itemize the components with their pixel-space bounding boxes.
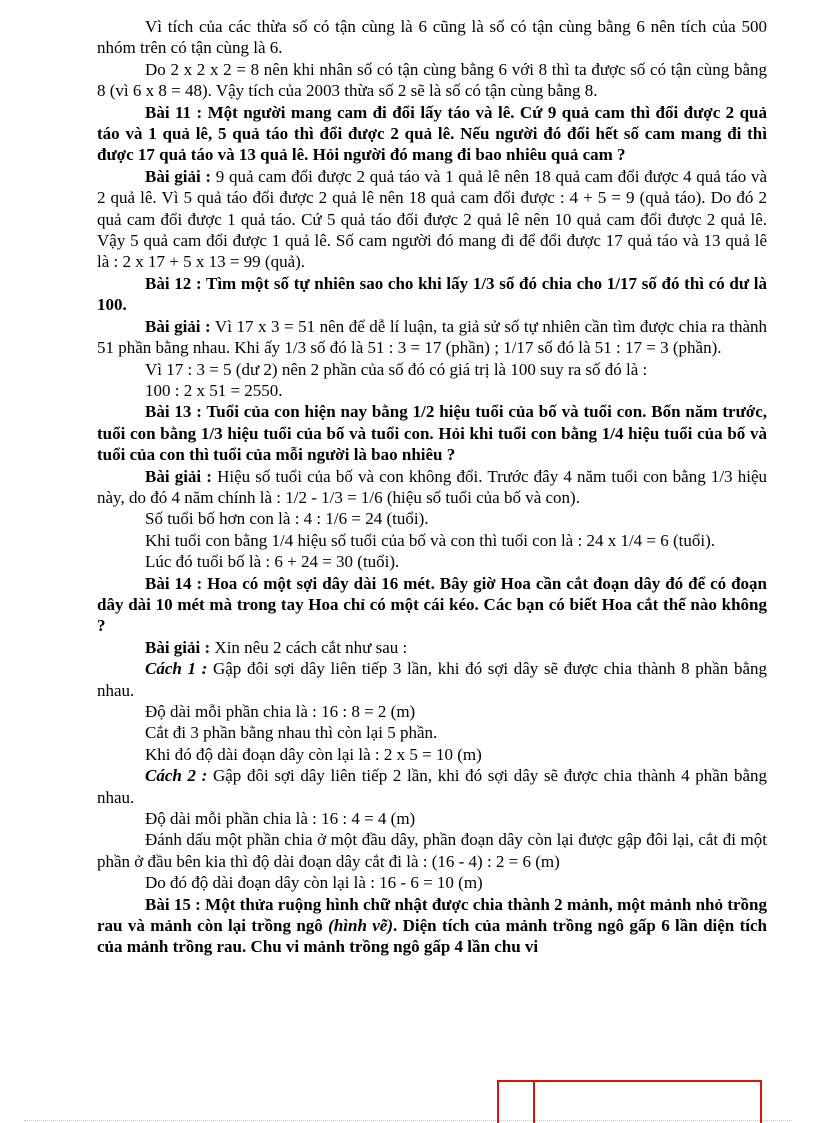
paragraph: [97, 59, 767, 102]
method-label: (hình vẽ): [328, 916, 394, 936]
paragraph: [97, 765, 767, 808]
paragraph: [97, 658, 767, 701]
text-run: Vì 17 x 3 = 51 nên để dễ lí luận, ta giả sử số tự nhiên cần tìm được chia ra thành 51 phần bằng nhau. Khi ấy 1/3 số đó là 51 : 3 = 17 (phần) ; 1/17 số đó là 51 : 17 = 3 (phần).: [97, 316, 768, 358]
paragraph: [97, 744, 767, 765]
paragraph: [97, 808, 767, 829]
method-label: Cách 2 :: [145, 766, 208, 786]
text-run: Vì 17 : 3 = 5 (dư 2) nên 2 phần của số đó có giá trị là 100 suy ra số đó là :: [145, 359, 648, 379]
document-body: [97, 16, 767, 958]
paragraph: [97, 637, 767, 658]
text-run: Gập đôi sợi dây liên tiếp 3 lần, khi đó sợi dây sẽ được chia thành 8 phần bằng nhau.: [97, 659, 767, 700]
problem-statement: [97, 401, 767, 465]
paragraph: [97, 551, 767, 572]
text-run: Đánh dấu một phần chia ở một đầu dây, phần đoạn dây còn lại được gập đôi lại, cắt đi một phần ở đầu bên kia thì độ dài đoạn dây cắt đi là : (16 - 4) : 2 = 6 (m): [97, 830, 767, 871]
text-run: Do đó độ dài đoạn dây còn lại là : 16 - 6 = 10 (m): [145, 873, 483, 893]
text-run: Lúc đó tuổi bố là : 6 + 24 = 30 (tuổi).: [145, 552, 400, 572]
text-run: Độ dài mỗi phần chia là : 16 : 8 = 2 (m): [145, 702, 416, 721]
paragraph: [97, 722, 767, 743]
paragraph: [97, 316, 767, 359]
text-run: Bài 14 : Hoa có một sợi dây dài 16 mét. Bây giờ Hoa cần cắt đoạn dây đó để có đoạn dây dài 10 mét mà trong tay Hoa chỉ có một cái kéo. Các bạn có biết Hoa cắt thế nào không ?: [97, 573, 767, 636]
problem-statement: [97, 894, 767, 958]
text-run: Bài 13 : Tuổi của con hiện nay bằng 1/2 hiệu tuổi của bố và tuổi con. Bốn năm trước, tuổi con bằng 1/3 hiệu tuổi của bố và tuổi con. Hỏi khi tuổi con bằng 1/4 hiệu tuổi của bố và tuổi của con thì tuổi của mỗi người là bao nhiêu ?: [97, 402, 767, 465]
text-run: Vì tích của các thừa số có tận cùng là 6 cũng là số có tận cùng bằng 6 nên tích của 500 nhóm trên có tận cùng là 6.: [97, 17, 767, 58]
problem-statement: [97, 273, 767, 316]
paragraph: [97, 16, 767, 59]
text-run: Do 2 x 2 x 2 = 8 nên khi nhân số có tận cùng bằng 6 với 8 thì ta được số có tận cùng bằng 8 (vì 6 x 8 = 48). Vậy tích của 2003 thừa số 2 sẽ là số có tận cùng bằng 8.: [97, 59, 767, 101]
text-run: Bài 15 : Một thửa ruộng hình chữ nhật được chia thành 2 mảnh, một mảnh nhỏ trồng rau và mảnh còn lại trồng ngô: [97, 894, 767, 936]
problem-statement: [97, 573, 767, 637]
problem-statement: [97, 102, 767, 166]
method-label: Cách 1 :: [145, 659, 208, 679]
rectangle-field-figure: [497, 1080, 762, 1123]
paragraph: [97, 359, 767, 380]
paragraph: [97, 380, 767, 401]
text-run: Khi tuổi con bằng 1/4 hiệu số tuổi của bố và con thì tuổi con là : 24 x 1/4 = 6 (tuổi).: [145, 530, 716, 550]
text-run: 9 quả cam đổi được 2 quả táo và 1 quả lê nên 18 quả cam đổi được 4 quả táo và 2 quả lê. Vì 5 quả táo đổi được 2 quả lê nên 18 quả cam đổi được : 4 + 5 = 9 (quả táo). Do đó 2 quả cam đổi được 1 quả táo. Cứ 5 quả táo đổi được 2 quả lê nên 10 quả cam đổi được 2 quả lê. Vậy 5 quả cam đổi được 1 quả lê. Số cam người đó mang đi để đổi được 17 quả táo và 13 quả lê là : 2 x 17 + 5 x 13 = 99 (quả).: [97, 166, 768, 272]
text-run: Gập đôi sợi dây liên tiếp 2 lần, khi đó sợi dây sẽ được chia thành 4 phần bằng nhau.: [97, 766, 767, 807]
paragraph: [97, 508, 767, 529]
paragraph: [97, 701, 767, 722]
text-run: Hiệu số tuổi của bố và con không đổi. Trước đây 4 năm tuổi con bằng 1/3 hiệu này, do đó 4 năm chính là : 1/2 - 1/3 = 1/6 (hiệu số tuổi của bố và con).: [97, 466, 767, 507]
paragraph: [97, 530, 767, 551]
solution-label: Bài giải :: [145, 166, 212, 186]
paragraph: [97, 872, 767, 893]
solution-label: Bài giải :: [145, 466, 212, 486]
text-run: Số tuổi bố hơn con là : 4 : 1/6 = 24 (tuổi).: [145, 509, 429, 529]
paragraph: [97, 166, 767, 273]
text-run: Khi đó độ dài đoạn dây còn lại là : 2 x 5 = 10 (m): [145, 744, 482, 764]
text-run: Độ dài mỗi phần chia là : 16 : 4 = 4 (m): [145, 809, 416, 829]
text-run: . Diện tích của mảnh trồng ngô gấp 6 lần diện tích của mảnh trồng rau. Chu vi mảnh trồng ngô gấp 4 lần chu vi: [97, 916, 768, 957]
field-divider-line: [533, 1080, 535, 1123]
solution-label: Bài giải :: [145, 316, 211, 336]
paragraph: [97, 466, 767, 509]
paragraph: [97, 829, 767, 872]
text-run: Cắt đi 3 phần bằng nhau thì còn lại 5 phần.: [145, 723, 438, 743]
text-run: Bài 11 : Một người mang cam đi đổi lấy táo và lê. Cứ 9 quả cam thì đổi được 2 quả táo và 1 quả lê, 5 quả táo thì đổi được 2 quả lê. Nếu người đó đổi hết số cam mang đi thì được 17 quả táo và 13 quả lê. Hỏi người đó mang đi bao nhiêu quả cam ?: [97, 102, 767, 165]
solution-label: Bài giải :: [145, 637, 211, 657]
text-run: 100 : 2 x 51 = 2550.: [145, 380, 283, 400]
text-run: Xin nêu 2 cách cắt như sau :: [210, 637, 408, 657]
text-run: Bài 12 : Tìm một số tự nhiên sao cho khi lấy 1/3 số đó chia cho 1/17 số đó thì có dư là 100.: [97, 273, 767, 315]
